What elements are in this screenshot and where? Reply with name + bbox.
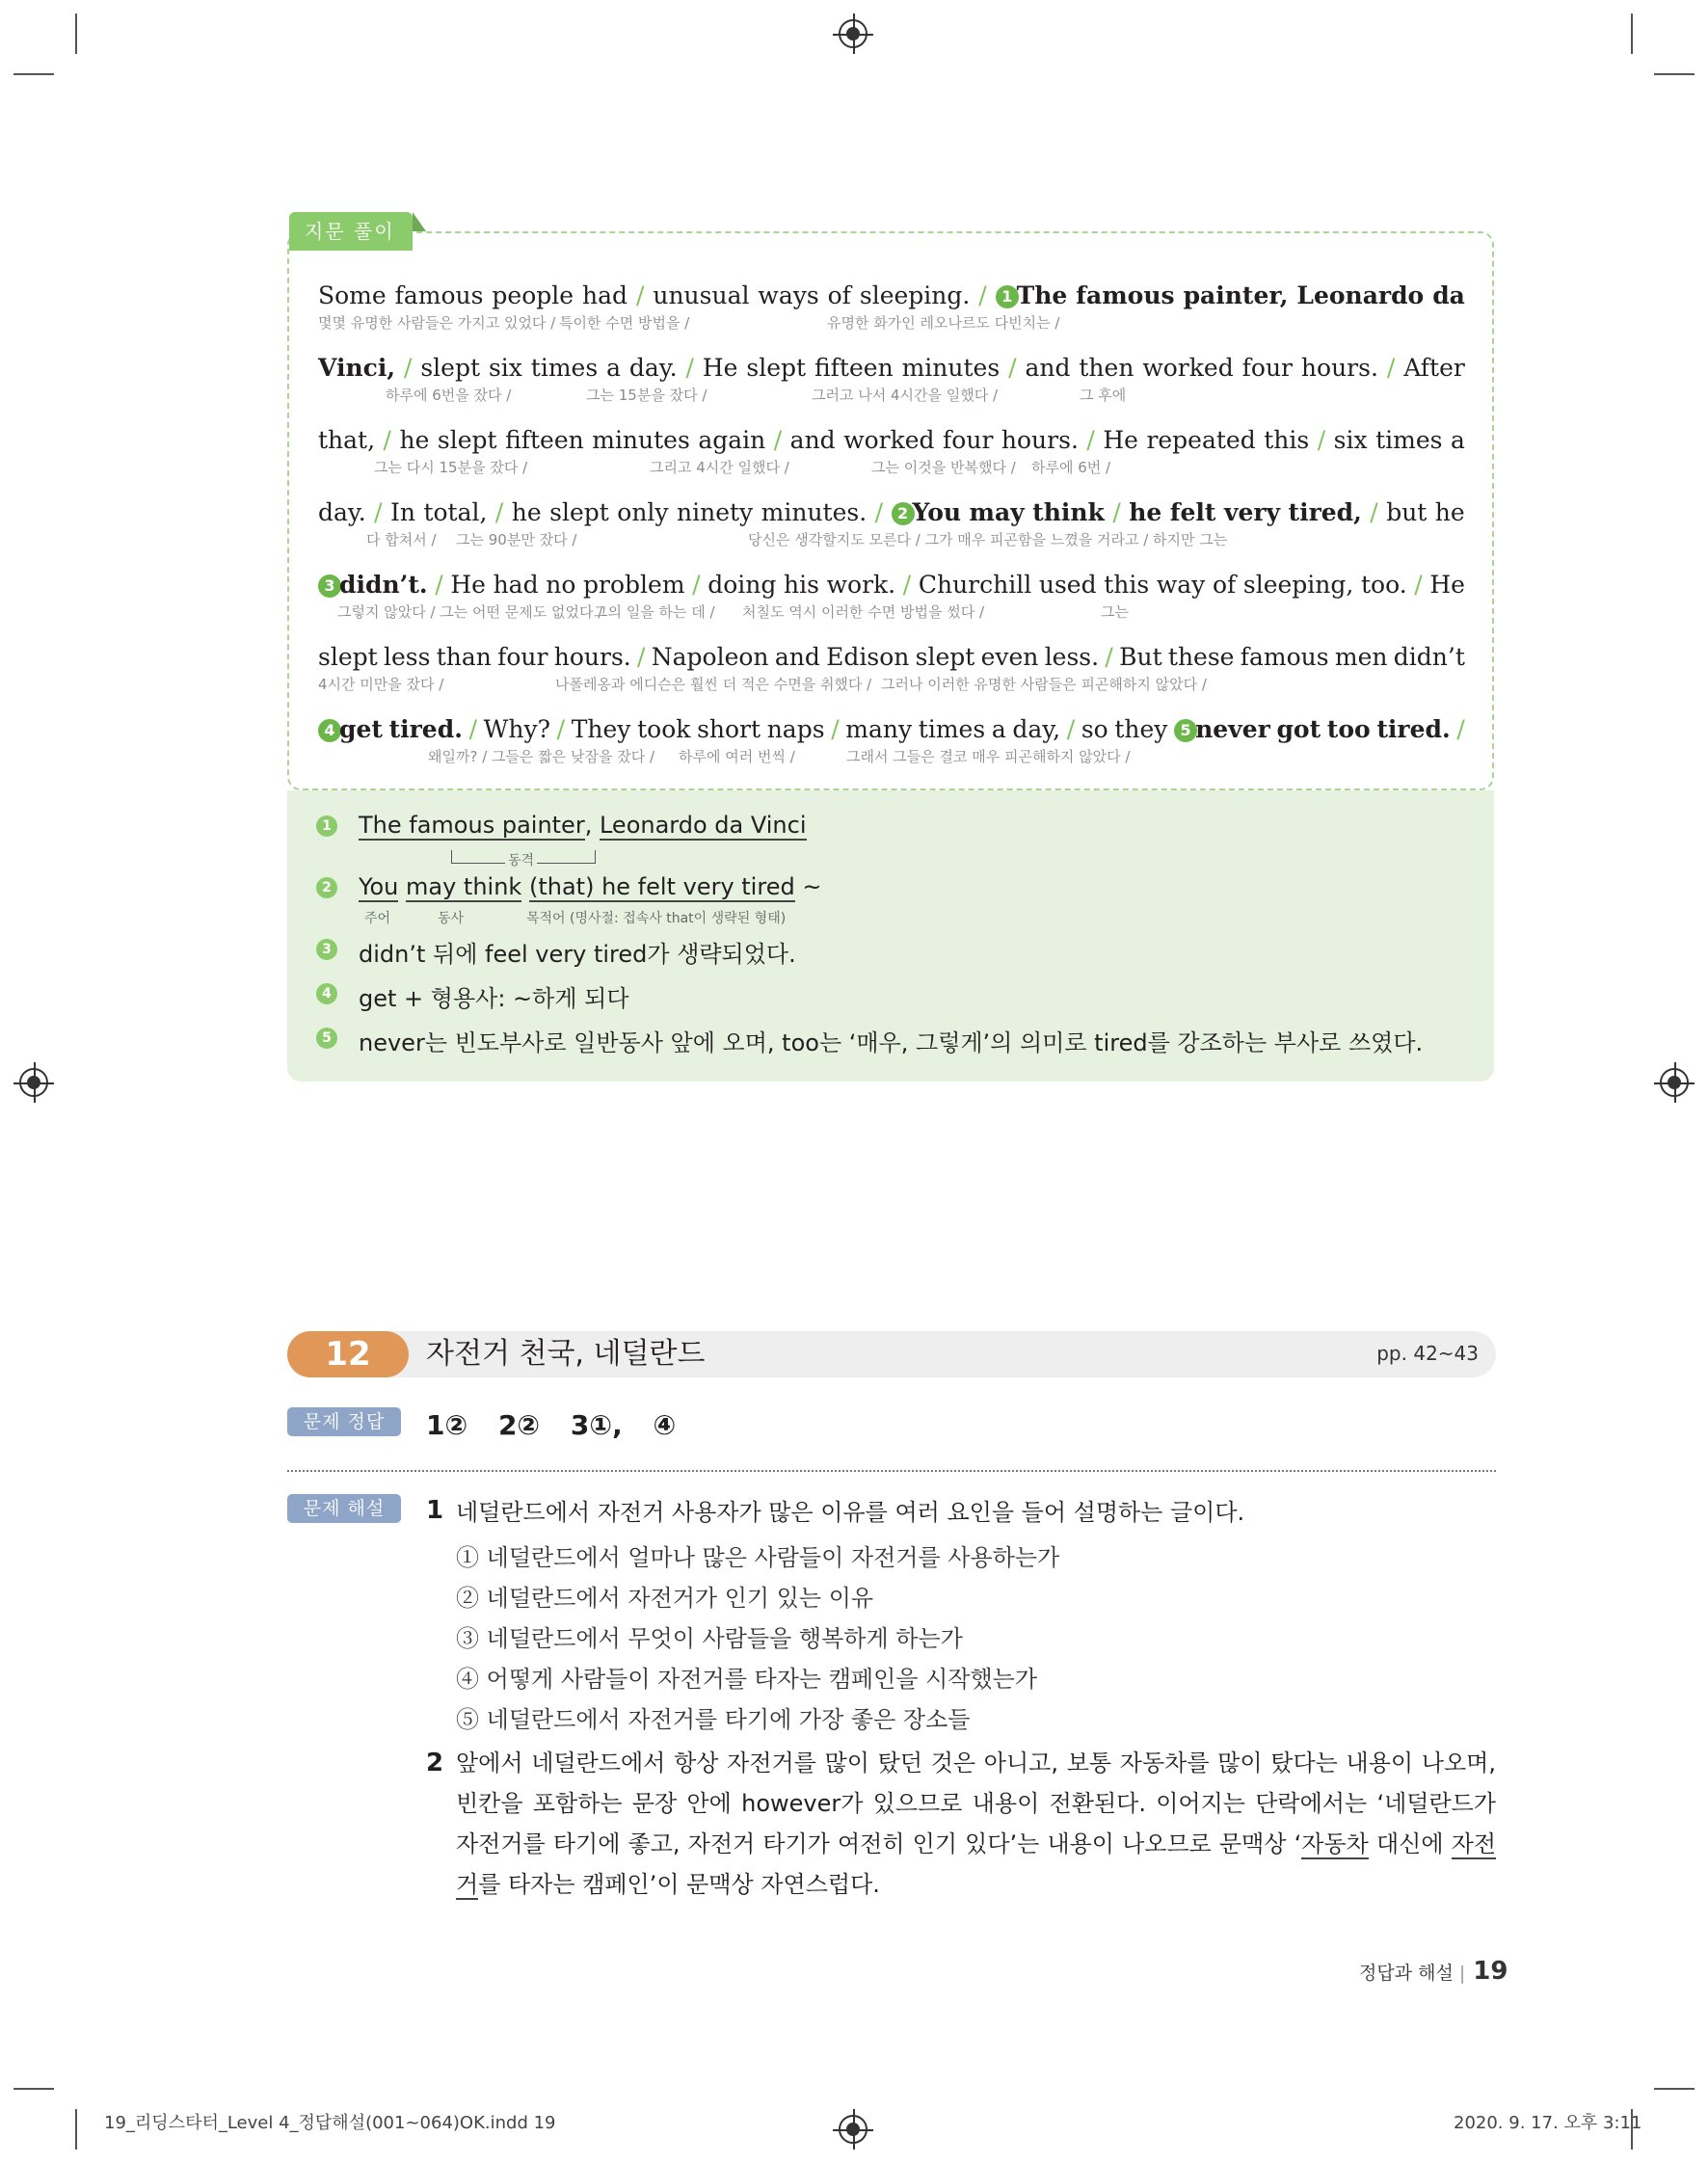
word: famous: [1240, 643, 1329, 671]
word: many: [845, 715, 913, 743]
word: but: [1386, 498, 1428, 526]
chunk-slash: /: [403, 354, 413, 382]
section-pages: pp. 42~43: [1376, 1342, 1479, 1365]
english-sentence: [318, 498, 1465, 527]
word: and: [774, 643, 820, 671]
numbered-word: [892, 498, 962, 527]
word: get: [339, 715, 383, 743]
passage-line: [318, 571, 1465, 638]
korean-translation: 그는 15분을 잤다 /: [586, 387, 707, 404]
note-verb: may think: [406, 873, 522, 900]
question-2-explanation: [456, 1743, 1496, 1905]
slug-file-name: 19_리딩스타터_Level 4_정답해설(001~064)OK.indd 19: [104, 2113, 556, 2133]
korean-translation: 유명한 화가인 레오나르도 다빈치는 /: [827, 314, 1060, 332]
chunk-slash: /: [1008, 354, 1017, 382]
underlined-word: 자동차: [1301, 1830, 1369, 1857]
korean-translation: 왜일까? / 그들은 짧은 낮잠을 잤다 /: [428, 748, 655, 765]
word: sleeping.: [859, 281, 971, 309]
word: He: [702, 354, 738, 382]
chunk-slash: /: [494, 498, 504, 526]
word: less.: [1044, 643, 1100, 671]
passage-line: [318, 281, 1465, 349]
crop-mark: [13, 73, 54, 75]
note-number: 5: [316, 1028, 337, 1049]
word: fifteen: [505, 426, 584, 454]
registration-mark-icon: [839, 19, 867, 48]
explanation-text: 를 타자는 캠페인’이 문맥상 자연스럽다.: [478, 1871, 880, 1898]
word: than: [436, 643, 492, 671]
english-sentence: [318, 643, 1465, 672]
word: times: [1375, 426, 1443, 454]
word: Leonardo: [1296, 281, 1425, 309]
korean-translation: 다 합쳐서 /: [366, 531, 437, 548]
note-comma: ,: [584, 812, 593, 839]
sentence-number: 3: [318, 574, 341, 598]
word: slept: [549, 498, 609, 526]
chunk-slash: /: [383, 426, 391, 454]
word: naps: [766, 715, 825, 743]
word: took: [637, 715, 691, 743]
word: Edison: [826, 643, 910, 671]
numbered-word: [996, 281, 1068, 310]
passage-line: [318, 715, 1465, 783]
chunk-slash: /: [635, 281, 645, 309]
word: then: [1079, 354, 1134, 382]
word: felt: [1169, 498, 1216, 526]
chunk-slash: /: [637, 643, 646, 671]
answer-label: 문제 정답: [287, 1407, 401, 1436]
word: In: [390, 498, 415, 526]
chunk-slash: /: [1456, 715, 1465, 743]
answer-option: ③ 네덜란드에서 무엇이 사람들을 행복하게 하는가: [456, 1625, 963, 1652]
word: hours.: [1300, 354, 1378, 382]
note-object: (that) he felt very tired: [528, 873, 795, 900]
word: slept: [437, 426, 497, 454]
word: Churchill: [918, 571, 1032, 599]
word: this: [1104, 571, 1150, 599]
korean-translation: 그러나 이러한 유명한 사람들은 피곤해하지 않았다 /: [881, 676, 1207, 693]
passage-line: [318, 354, 1465, 421]
registration-mark-icon: [1660, 1068, 1689, 1097]
note-number: 4: [316, 983, 337, 1004]
explanation-label: 문제 해설: [287, 1494, 401, 1523]
dotted-divider: [287, 1470, 1496, 1472]
english-sentence: [318, 281, 1465, 310]
footer-label: 정답과 해설: [1359, 1963, 1454, 1984]
korean-translation: 하루에 여러 번씩 /: [679, 748, 795, 765]
korean-translation: 나폴레옹과 에디슨은 훨씬 더 적은 수면을 취했다 /: [555, 676, 872, 693]
korean-translation: 몇몇 유명한 사람들은 가지고 있었다 /: [318, 314, 556, 332]
crop-mark: [75, 13, 77, 54]
word: unusual: [653, 281, 750, 309]
korean-translation: 4시간 미만을 잤다 /: [318, 676, 444, 693]
chunk-slash: /: [1317, 426, 1326, 454]
word: got: [1276, 715, 1321, 743]
korean-translation: 특이한 수면 방법을 /: [559, 314, 690, 332]
question-number: 2: [426, 1749, 444, 1777]
korean-translation: 하루에 6번을 잤다 /: [386, 387, 512, 404]
word: used: [1038, 571, 1097, 599]
word: times: [918, 715, 986, 743]
word: may: [969, 498, 1025, 526]
word: a: [991, 715, 1006, 743]
numbered-word: [318, 715, 383, 744]
word: had: [582, 281, 628, 309]
question-number: 1: [426, 1496, 444, 1525]
word: didn’t: [1393, 643, 1465, 671]
korean-translation: 그리고 4시간 일했다 /: [650, 459, 789, 476]
korean-translation: 그러고 나서 4시간을 일했다 /: [812, 387, 999, 404]
word: he: [1434, 498, 1465, 526]
crop-mark: [1631, 13, 1633, 54]
chunk-slash: /: [685, 354, 694, 382]
word: men: [1334, 643, 1388, 671]
word: worked: [843, 426, 935, 454]
word: repeated: [1146, 426, 1256, 454]
chunk-slash: /: [1066, 715, 1076, 743]
question-1-explanation: 네덜란드에서 자전거 사용자가 많은 이유를 여러 요인을 들어 설명하는 글이다.: [456, 1499, 1245, 1526]
word: no: [546, 571, 576, 599]
word: he: [1129, 498, 1162, 526]
word: slept: [420, 354, 481, 382]
english-sentence: [318, 426, 1465, 455]
word: short: [697, 715, 761, 743]
answer-option: ⑤ 네덜란드에서 자전거를 타기에 가장 좋은 장소들: [456, 1706, 971, 1733]
chunk-slash: /: [831, 715, 840, 743]
word: of: [1212, 571, 1237, 599]
note-tail: ~: [794, 873, 822, 900]
explanation-text: 앞에서 네덜란드에서 항상 자전거를 많이 탔던 것은 아니고, 보통 자동차를 많이 탔다는 내용이 나오며, 빈칸을 포함하는 문장 안에 however가 있으므로 내용이 전환된다. 이어지는 단락에서는 ‘네덜란드가 자전거를 타기에 좋고, 자전거 타기가 여전히 인기 있다’는 내용이 나오므로 문맥상 ‘: [456, 1750, 1496, 1857]
word: four: [943, 426, 994, 454]
word: Napoleon: [651, 643, 769, 671]
answer-key: 1② 2② 3①, ④: [426, 1409, 677, 1441]
note-number: 2: [316, 877, 337, 898]
word: He: [450, 571, 486, 599]
crop-mark: [1654, 2088, 1695, 2090]
english-sentence: [318, 354, 1465, 383]
word: never: [1195, 715, 1270, 743]
word: Vinci,: [318, 354, 396, 382]
korean-translation: 그의 일을 하는 데 /: [594, 603, 715, 621]
word: this: [1264, 426, 1310, 454]
note-number: 3: [316, 939, 337, 960]
word: too.: [1361, 571, 1407, 599]
word: He: [1103, 426, 1138, 454]
word: again: [698, 426, 766, 454]
korean-translation: 그는 이것을 반복했다 /: [871, 459, 1016, 476]
word: very: [1223, 498, 1281, 526]
word: six: [1333, 426, 1368, 454]
page-footer: 정답과 해설 | 19: [1359, 1957, 1508, 1986]
note-annotation: 동격: [505, 850, 537, 869]
numbered-word: [1174, 715, 1270, 744]
crop-mark: [75, 2109, 77, 2150]
word: They: [571, 715, 631, 743]
word: a: [606, 354, 621, 382]
chunk-slash: /: [374, 498, 383, 526]
chunk-slash: /: [435, 571, 443, 599]
registration-mark-icon: [19, 1068, 48, 1097]
answer-option: ① 네덜란드에서 얼마나 많은 사람들이 자전거를 사용하는가: [456, 1544, 1060, 1571]
word: Some: [318, 281, 387, 309]
note-annotation: 주어: [364, 911, 391, 926]
note-phrase: Leonardo da Vinci: [599, 812, 807, 839]
korean-translation: 하루에 6번 /: [1031, 459, 1111, 476]
note-text: didn’t 뒤에 feel very tired가 생략되었다.: [359, 941, 796, 968]
chunk-slash: /: [1112, 498, 1121, 526]
numbered-word: [318, 571, 428, 600]
english-sentence: [318, 571, 1465, 600]
word: that,: [318, 426, 376, 454]
chunk-slash: /: [874, 498, 884, 526]
chunk-slash: /: [556, 715, 566, 743]
chunk-slash: /: [692, 571, 701, 599]
word: of: [827, 281, 851, 309]
word: six: [488, 354, 522, 382]
note-annotation: 동사: [438, 911, 465, 926]
word: slept: [746, 354, 807, 382]
crop-mark: [1654, 73, 1695, 75]
answer-option: ② 네덜란드에서 자전거가 인기 있는 이유: [456, 1585, 874, 1612]
word: day,: [1012, 715, 1061, 743]
chunk-slash: /: [1386, 354, 1396, 382]
word: times: [530, 354, 599, 382]
word: hours.: [1001, 426, 1079, 454]
sentence-number: 2: [892, 502, 915, 525]
korean-translation: 그는: [1101, 603, 1129, 621]
korean-translation: 처칠도 역시 이러한 수면 방법을 썼다 /: [742, 603, 985, 621]
word: slept: [318, 643, 378, 671]
word: ninety: [677, 498, 754, 526]
passage-line: [318, 498, 1465, 566]
word: and: [1025, 354, 1071, 382]
word: painter,: [1183, 281, 1289, 309]
word: But: [1119, 643, 1162, 671]
page-number: 19: [1473, 1957, 1508, 1986]
word: tired,: [1288, 498, 1362, 526]
chunk-slash: /: [773, 426, 783, 454]
word: even: [980, 643, 1039, 671]
word: only: [617, 498, 669, 526]
korean-translation: 그래서 그들은 결코 매우 피곤해하지 않았다 /: [846, 748, 1131, 765]
answer-option: ④ 어떻게 사람들이 자전거를 타자는 캠페인을 시작했는가: [456, 1666, 1038, 1693]
note-text: never는 빈도부사로 일반동사 앞에 오며, too는 ‘매우, 그렇게’의 의미로 tired를 강조하는 부사로 쓰였다.: [359, 1029, 1424, 1056]
chunk-slash: /: [978, 281, 987, 309]
word: famous: [394, 281, 484, 309]
word: minutes.: [761, 498, 867, 526]
explanation-text: 대신에: [1368, 1830, 1452, 1857]
registration-mark-icon: [839, 2115, 867, 2144]
word: minutes: [592, 426, 690, 454]
word: tired.: [388, 715, 463, 743]
word: these: [1167, 643, 1235, 671]
word: four: [1241, 354, 1293, 382]
word: famous: [1076, 281, 1175, 309]
word: hours.: [553, 643, 631, 671]
passage-box: [287, 231, 1494, 790]
sentence-number: 4: [318, 719, 341, 742]
word: The: [1016, 281, 1068, 309]
chunk-slash: /: [902, 571, 912, 599]
word: doing: [707, 571, 777, 599]
word: ways: [758, 281, 819, 309]
note-subject: You: [359, 873, 399, 900]
word: he: [511, 498, 542, 526]
note-number: 1: [316, 815, 337, 837]
slug-timestamp: 2020. 9. 17. 오후 3:11: [1454, 2113, 1642, 2133]
word: didn’t.: [339, 571, 428, 599]
note-annotation: 목적어 (명사절: 접속사 that이 생략된 형태): [526, 911, 787, 926]
note-phrase: The famous painter: [359, 812, 585, 839]
crop-mark: [13, 2088, 54, 2090]
word: worked: [1142, 354, 1234, 382]
word: way: [1156, 571, 1206, 599]
chunk-slash: /: [1370, 498, 1378, 526]
word: After: [1403, 354, 1465, 382]
sentence-number: 5: [1174, 719, 1197, 742]
word: tired.: [1376, 715, 1451, 743]
word: he: [399, 426, 430, 454]
word: less: [383, 643, 431, 671]
word: slept: [915, 643, 975, 671]
word: too: [1326, 715, 1371, 743]
word: da: [1432, 281, 1465, 309]
word: He: [1429, 571, 1465, 599]
passage-tag: 지문 풀이: [289, 212, 413, 251]
section-title: 자전거 천국, 네덜란드: [426, 1337, 706, 1371]
chunk-slash: /: [468, 715, 477, 743]
word: fifteen: [814, 354, 894, 382]
word: minutes: [901, 354, 1001, 382]
korean-translation: 그는 다시 15분을 잤다 /: [374, 459, 528, 476]
word: think: [1032, 498, 1105, 526]
chunk-slash: /: [1086, 426, 1095, 454]
word: had: [493, 571, 539, 599]
english-sentence: [318, 715, 1465, 744]
korean-translation: 당신은 생각할지도 모른다 / 그가 매우 피곤함을 느꼈을 거라고 / 하지만 그는: [748, 531, 1228, 548]
word: his: [784, 571, 819, 599]
word: day.: [628, 354, 678, 382]
passage-line: [318, 643, 1465, 710]
sentence-number: 1: [996, 285, 1019, 308]
section-number: 12: [287, 1331, 409, 1377]
chunk-slash: /: [1414, 571, 1423, 599]
word: problem: [583, 571, 685, 599]
korean-translation: 그 후에: [1080, 387, 1127, 404]
chunk-slash: /: [1105, 643, 1113, 671]
korean-translation: 그렇지 않았다 / 그는 어떤 문제도 없었다 /: [337, 603, 603, 621]
word: they: [1114, 715, 1168, 743]
underlined-word: 자전거: [456, 1830, 1497, 1898]
word: sleeping,: [1242, 571, 1354, 599]
word: four: [497, 643, 548, 671]
word: so: [1081, 715, 1108, 743]
passage-line: [318, 426, 1465, 494]
note-text: get + 형용사: ~하게 되다: [359, 985, 629, 1012]
word: day.: [318, 498, 366, 526]
korean-translation: 그는 90분만 잤다 /: [456, 531, 577, 548]
word: work.: [826, 571, 896, 599]
word: You: [912, 498, 962, 526]
word: total,: [423, 498, 488, 526]
word: a: [1450, 426, 1465, 454]
word: Why?: [483, 715, 550, 743]
grammar-notes: [287, 790, 1494, 1082]
word: and: [789, 426, 836, 454]
word: people: [492, 281, 574, 309]
